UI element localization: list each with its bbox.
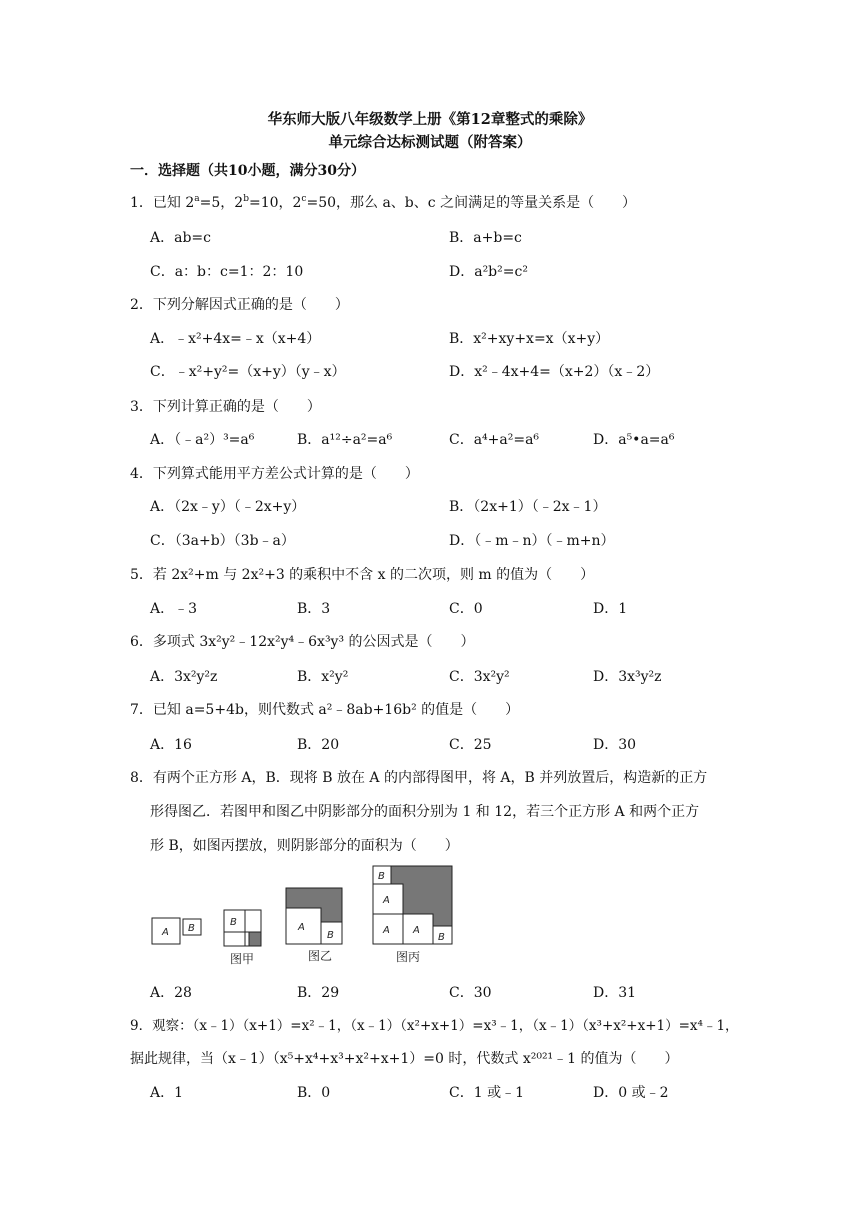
q3-option-b: B．a¹²÷a²=a⁶ (297, 432, 393, 448)
fig-jia-shaded (249, 932, 261, 946)
question-8-line2: 形得图乙．若图甲和图乙中阴影部分的面积分别为 1 和 12，若三个正方形 A 和两个正方 (150, 804, 700, 820)
fig-caption-jia: 图甲 (230, 952, 255, 966)
q9-option-b: B．0 (297, 1085, 331, 1101)
q2-option-d: D．x²﹣4x+4=（x+2）（x﹣2） (449, 364, 660, 380)
question-9-line1: 9．观察：（x﹣1）（x+1）=x²﹣1，（x﹣1）（x²+x+1）=x³﹣1，（x﹣1）（x³+x²+x+1）=x⁴﹣1， (130, 1018, 739, 1034)
q8-option-b: B．29 (297, 985, 340, 1001)
question-8-line3: 形 B，如图丙摆放，则阴影部分的面积为（ ） (150, 838, 459, 854)
q2-option-b: B．x²+xy+x=x（x+y） (449, 331, 610, 347)
q7-option-c: C．25 (449, 737, 492, 753)
fig-bing-label-a2: A (383, 925, 390, 936)
fig-yi-label-b: B (327, 930, 334, 941)
fig-bing-label-a1: A (383, 895, 390, 906)
q5-option-b: B．3 (297, 601, 331, 617)
q5-option-d: D．1 (593, 601, 628, 617)
q1-option-a: A．ab=c (150, 230, 211, 246)
q9-option-c: C．1 或﹣1 (449, 1085, 524, 1101)
fig-caption-bing: 图丙 (396, 950, 421, 964)
q6-option-d: D．3x³y²z (593, 669, 662, 685)
q3-option-d: D．a⁵•a=a⁶ (593, 432, 675, 448)
fig-jia-label-b: B (230, 917, 237, 928)
q9-option-d: D．0 或﹣2 (593, 1085, 669, 1101)
q7-option-b: B．20 (297, 737, 340, 753)
section-heading: 一．选择题（共10小题，满分30分） (130, 163, 365, 179)
fig-bing-label-b1: B (378, 871, 385, 882)
q9-option-a: A．1 (150, 1085, 184, 1101)
fig-yi-label-a: A (298, 922, 305, 933)
page-title-line1: 华东师大版八年级数学上册《第12章整式的乘除》 (267, 111, 593, 128)
q4-option-c: C．（3a+b）（3b﹣a） (150, 533, 295, 549)
fig-caption-yi: 图乙 (308, 949, 333, 963)
q7-option-a: A．16 (150, 737, 192, 753)
q8-option-a: A．28 (150, 985, 192, 1001)
q6-option-a: A．3x²y²z (150, 669, 218, 685)
fig-label-b-alone: B (188, 923, 195, 934)
page-title-line2: 单元综合达标测试题（附答案） (328, 134, 532, 151)
q1-option-b: B．a+b=c (449, 230, 522, 246)
q1-option-d: D．a²b²=c² (449, 264, 528, 280)
q3-option-c: C．a⁴+a²=a⁶ (449, 432, 540, 448)
question-1: 1．已知 $2^a=5$，$2^b=10$，$2^c=50$，那么 a、b、c 之间满足的等量关系是（ ） (130, 194, 637, 211)
q4-option-d: D．（﹣m﹣n）（﹣m+n） (449, 533, 615, 549)
q8-figures (148, 862, 458, 972)
q4-option-a: A．（2x﹣y）（﹣2x+y） (150, 499, 306, 515)
question-8-line1: 8．有两个正方形 A，B．现将 B 放在 A 的内部得图甲，将 A，B 并列放置后，构造新的正方 (130, 770, 708, 786)
q5-option-a: A．﹣3 (150, 601, 198, 617)
question-4: 4．下列算式能用平方差公式计算的是（ ） (130, 466, 419, 482)
q2-option-a: A．﹣x²+4x=﹣x（x+4） (150, 331, 321, 347)
q6-option-c: C．3x²y² (449, 669, 510, 685)
q8-option-d: D．31 (593, 985, 637, 1001)
question-7: 7．已知 a=5+4b，则代数式 a²﹣8ab+16b² 的值是（ ） (130, 702, 520, 718)
q1-option-c: C．a：b：c=1：2：10 (150, 264, 304, 280)
q8-option-c: C．30 (449, 985, 492, 1001)
q3-option-a: A．（﹣a²）³=a⁶ (150, 432, 255, 448)
q2-option-c: C．﹣x²+y²=（x+y）（y﹣x） (150, 364, 346, 380)
q5-option-c: C．0 (449, 601, 483, 617)
question-3: 3．下列计算正确的是（ ） (130, 399, 321, 415)
question-9-line2: 据此规律，当（x﹣1）（x⁵+x⁴+x³+x²+x+1）=0 时，代数式 x²⁰²¹﹣1 的值为（ ） (130, 1051, 679, 1067)
question-2: 2．下列分解因式正确的是（ ） (130, 297, 349, 313)
question-5: 5．若 2x²+m 与 2x²+3 的乘积中不含 x 的二次项，则 m 的值为（ ） (130, 567, 595, 583)
q7-option-d: D．30 (593, 737, 637, 753)
fig-bing-label-b2: B (438, 932, 445, 943)
fig-label-a-alone: A (162, 927, 169, 938)
question-6: 6．多项式 3x²y²﹣12x²y⁴﹣6x³y³ 的公因式是（ ） (130, 634, 475, 650)
q4-option-b: B．（2x+1）（﹣2x﹣1） (449, 499, 607, 515)
q6-option-b: B．x²y² (297, 669, 349, 685)
fig-bing-label-a3: A (413, 925, 420, 936)
